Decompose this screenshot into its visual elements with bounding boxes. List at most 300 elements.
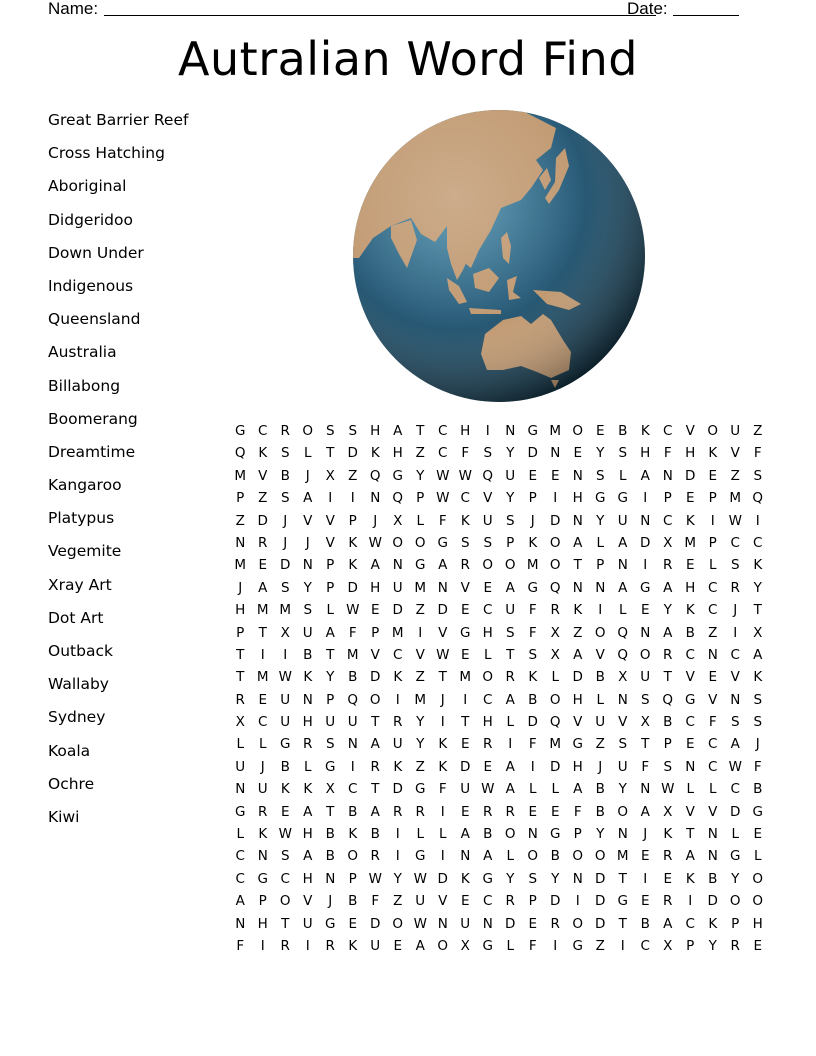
puzzle-letter: F bbox=[753, 445, 762, 462]
puzzle-letter: K bbox=[708, 445, 718, 462]
puzzle-letter: W bbox=[436, 490, 450, 507]
puzzle-letter: F bbox=[438, 512, 447, 529]
puzzle-letter: X bbox=[325, 781, 335, 798]
puzzle-letter: G bbox=[730, 848, 741, 865]
puzzle-letter: T bbox=[326, 803, 335, 820]
puzzle-letter: U bbox=[370, 937, 381, 954]
puzzle-letter: X bbox=[550, 624, 560, 641]
puzzle-letter: N bbox=[572, 579, 583, 596]
puzzle-letter: D bbox=[370, 915, 381, 932]
puzzle-letter: L bbox=[416, 512, 425, 529]
puzzle-letter: Q bbox=[752, 490, 764, 507]
puzzle-letter: S bbox=[753, 714, 763, 731]
puzzle-letter: U bbox=[595, 714, 606, 731]
puzzle-letter: W bbox=[458, 467, 472, 484]
puzzle-letter: C bbox=[730, 781, 740, 798]
puzzle-letter: E bbox=[460, 893, 470, 910]
puzzle-letter: A bbox=[618, 579, 628, 596]
puzzle-letter: C bbox=[663, 512, 673, 529]
puzzle-letter: P bbox=[663, 736, 672, 753]
puzzle-letter: Q bbox=[392, 490, 404, 507]
puzzle-letter: E bbox=[528, 467, 538, 484]
puzzle-letter: A bbox=[505, 579, 515, 596]
puzzle-letter: X bbox=[618, 669, 628, 686]
puzzle-letter: I bbox=[395, 848, 400, 865]
puzzle-letter: C bbox=[685, 646, 695, 663]
puzzle-letter: W bbox=[481, 781, 495, 798]
puzzle-letter: S bbox=[640, 691, 650, 708]
puzzle-letter: D bbox=[595, 870, 606, 887]
puzzle-letter: G bbox=[235, 803, 246, 820]
puzzle-letter: K bbox=[685, 512, 695, 529]
puzzle-letter: B bbox=[370, 826, 380, 843]
puzzle-letter: V bbox=[708, 803, 718, 820]
puzzle-letter: G bbox=[415, 848, 426, 865]
puzzle-letter: W bbox=[278, 669, 292, 686]
puzzle-letter: K bbox=[528, 669, 538, 686]
puzzle-letter: O bbox=[617, 803, 629, 820]
puzzle-letter: B bbox=[325, 826, 335, 843]
puzzle-letter: E bbox=[708, 467, 718, 484]
puzzle-letter: C bbox=[640, 937, 650, 954]
puzzle-letter: R bbox=[370, 758, 380, 775]
puzzle-letter: I bbox=[598, 602, 603, 619]
puzzle-letter: A bbox=[235, 893, 245, 910]
puzzle-letter: G bbox=[617, 893, 628, 910]
puzzle-letter: X bbox=[325, 467, 335, 484]
word-list-item: Sydney bbox=[48, 708, 106, 727]
puzzle-letter: Y bbox=[731, 870, 740, 887]
puzzle-letter: V bbox=[438, 893, 448, 910]
puzzle-letter: I bbox=[350, 758, 355, 775]
puzzle-letter: D bbox=[707, 893, 718, 910]
puzzle-letter: J bbox=[440, 691, 445, 708]
puzzle-letter: H bbox=[370, 579, 381, 596]
puzzle-letter: R bbox=[663, 848, 673, 865]
puzzle-letter: O bbox=[482, 557, 494, 574]
puzzle-letter: H bbox=[302, 714, 313, 731]
puzzle-letter: I bbox=[418, 624, 423, 641]
puzzle-letter: S bbox=[618, 445, 628, 462]
puzzle-letter: I bbox=[328, 490, 333, 507]
puzzle-letter: Y bbox=[596, 512, 605, 529]
puzzle-letter: S bbox=[348, 423, 358, 439]
puzzle-letter: E bbox=[753, 826, 763, 843]
puzzle-letter: V bbox=[730, 669, 740, 686]
puzzle-letter: K bbox=[280, 781, 290, 798]
word-list-item: Didgeridoo bbox=[48, 210, 133, 229]
puzzle-letter: F bbox=[663, 445, 672, 462]
puzzle-letter: D bbox=[527, 445, 538, 462]
puzzle-letter: O bbox=[437, 937, 449, 954]
puzzle-letter: C bbox=[483, 602, 493, 619]
puzzle-letter: S bbox=[280, 579, 290, 596]
puzzle-letter: N bbox=[617, 557, 628, 574]
puzzle-letter: V bbox=[303, 893, 313, 910]
puzzle-letter: A bbox=[303, 490, 313, 507]
puzzle-letter: K bbox=[460, 870, 470, 887]
puzzle-letter: C bbox=[235, 848, 245, 865]
puzzle-letter: A bbox=[640, 467, 650, 484]
puzzle-letter: Y bbox=[416, 467, 425, 484]
puzzle-letter: K bbox=[685, 602, 695, 619]
puzzle-letter: C bbox=[753, 534, 763, 551]
puzzle-letter: N bbox=[707, 826, 718, 843]
puzzle-letter: B bbox=[348, 893, 358, 910]
puzzle-letter: I bbox=[305, 937, 310, 954]
puzzle-letter: D bbox=[550, 512, 561, 529]
puzzle-letter: C bbox=[258, 714, 268, 731]
word-list-item: Ochre bbox=[48, 774, 95, 793]
puzzle-letter: F bbox=[528, 736, 537, 753]
puzzle-letter: A bbox=[505, 781, 515, 798]
puzzle-letter: N bbox=[302, 691, 313, 708]
puzzle-letter: J bbox=[530, 512, 535, 529]
puzzle-letter: E bbox=[483, 579, 493, 596]
puzzle-letter: S bbox=[303, 602, 313, 619]
puzzle-letter: Y bbox=[708, 937, 717, 954]
puzzle-letter: H bbox=[482, 624, 493, 641]
puzzle-letter: U bbox=[302, 624, 313, 641]
puzzle-letter: G bbox=[482, 937, 493, 954]
puzzle-letter: B bbox=[483, 826, 493, 843]
puzzle-letter: G bbox=[617, 490, 628, 507]
puzzle-letter: P bbox=[371, 624, 380, 641]
puzzle-letter: K bbox=[663, 826, 673, 843]
puzzle-letter: A bbox=[438, 557, 448, 574]
puzzle-letter: R bbox=[505, 669, 515, 686]
puzzle-letter: G bbox=[595, 490, 606, 507]
puzzle-letter: I bbox=[733, 624, 738, 641]
puzzle-letter: N bbox=[707, 848, 718, 865]
puzzle-letter: J bbox=[755, 736, 760, 753]
puzzle-letter: O bbox=[549, 557, 561, 574]
puzzle-letter: I bbox=[620, 937, 625, 954]
new-zealand-landmass bbox=[613, 348, 623, 374]
puzzle-letter: F bbox=[438, 781, 447, 798]
puzzle-letter: Q bbox=[482, 467, 494, 484]
puzzle-letter: N bbox=[505, 423, 516, 439]
puzzle-letter: T bbox=[281, 915, 290, 932]
puzzle-letter: H bbox=[482, 714, 493, 731]
puzzle-letter: F bbox=[573, 803, 582, 820]
puzzle-letter: S bbox=[483, 534, 493, 551]
puzzle-letter: E bbox=[460, 803, 470, 820]
puzzle-letter: A bbox=[370, 803, 380, 820]
puzzle-letter: A bbox=[730, 736, 740, 753]
puzzle-letter: Z bbox=[595, 736, 605, 753]
puzzle-letter: G bbox=[527, 579, 538, 596]
puzzle-letter: L bbox=[618, 602, 627, 619]
word-list-item: Kiwi bbox=[48, 807, 80, 826]
puzzle-letter: Z bbox=[415, 445, 425, 462]
puzzle-letter: O bbox=[504, 557, 516, 574]
puzzle-letter: H bbox=[257, 915, 268, 932]
puzzle-letter: H bbox=[460, 423, 471, 439]
puzzle-letter: Q bbox=[234, 445, 246, 462]
word-list bbox=[48, 109, 188, 839]
puzzle-letter: M bbox=[549, 736, 562, 753]
puzzle-letter: X bbox=[663, 534, 673, 551]
word-list-item: Platypus bbox=[48, 509, 115, 528]
puzzle-letter: R bbox=[303, 736, 313, 753]
puzzle-letter: A bbox=[505, 758, 515, 775]
puzzle-letter: N bbox=[392, 557, 403, 574]
puzzle-letter: I bbox=[688, 893, 693, 910]
puzzle-letter: X bbox=[663, 937, 673, 954]
puzzle-letter: Q bbox=[347, 691, 359, 708]
puzzle-letter: M bbox=[279, 602, 292, 619]
puzzle-letter: L bbox=[438, 826, 447, 843]
word-list-item: Billabong bbox=[48, 376, 121, 395]
puzzle-letter: K bbox=[708, 915, 718, 932]
puzzle-letter: E bbox=[640, 602, 650, 619]
puzzle-letter: C bbox=[348, 781, 358, 798]
puzzle-letter: J bbox=[238, 579, 243, 596]
puzzle-letter: J bbox=[733, 602, 738, 619]
puzzle-letter: C bbox=[483, 893, 493, 910]
puzzle-letter: U bbox=[505, 602, 516, 619]
puzzle-letter: Q bbox=[617, 624, 629, 641]
puzzle-letter: Z bbox=[415, 758, 425, 775]
puzzle-letter: I bbox=[395, 826, 400, 843]
puzzle-letter: K bbox=[348, 557, 358, 574]
puzzle-letter: O bbox=[594, 848, 606, 865]
puzzle-letter: P bbox=[731, 915, 740, 932]
puzzle-letter: P bbox=[348, 512, 357, 529]
puzzle-letter: G bbox=[572, 937, 583, 954]
puzzle-letter: T bbox=[618, 870, 627, 887]
puzzle-letter: K bbox=[528, 534, 538, 551]
puzzle-letter: P bbox=[236, 490, 245, 507]
date-label: Date: bbox=[627, 0, 668, 18]
puzzle-letter: I bbox=[260, 937, 265, 954]
puzzle-letter: A bbox=[505, 691, 515, 708]
puzzle-letter: Z bbox=[595, 937, 605, 954]
puzzle-letter: X bbox=[753, 624, 763, 641]
puzzle-letter: B bbox=[618, 423, 628, 439]
puzzle-letter: U bbox=[280, 691, 291, 708]
puzzle-letter: I bbox=[350, 490, 355, 507]
puzzle-letter: S bbox=[528, 646, 538, 663]
puzzle-letter: U bbox=[392, 736, 403, 753]
puzzle-letter: H bbox=[302, 826, 313, 843]
puzzle-letter: C bbox=[393, 646, 403, 663]
puzzle-letter: F bbox=[348, 624, 357, 641]
word-list-item: Vegemite bbox=[48, 542, 122, 561]
puzzle-letter: Y bbox=[663, 602, 672, 619]
puzzle-letter: L bbox=[236, 826, 245, 843]
puzzle-letter: S bbox=[753, 467, 763, 484]
puzzle-letter: O bbox=[594, 624, 606, 641]
puzzle-letter: J bbox=[305, 534, 310, 551]
puzzle-letter: N bbox=[685, 758, 696, 775]
globe-shading bbox=[353, 110, 645, 402]
puzzle-letter: Y bbox=[506, 870, 515, 887]
word-list-item: Australia bbox=[48, 343, 117, 362]
puzzle-letter: H bbox=[572, 758, 583, 775]
puzzle-letter: E bbox=[370, 602, 380, 619]
puzzle-letter: N bbox=[617, 691, 628, 708]
puzzle-letter: A bbox=[393, 423, 403, 439]
puzzle-letter: I bbox=[530, 758, 535, 775]
puzzle-letter: D bbox=[505, 915, 516, 932]
puzzle-letter: O bbox=[549, 534, 561, 551]
puzzle-letter: I bbox=[553, 490, 558, 507]
puzzle-letter: C bbox=[235, 870, 245, 887]
puzzle-letter: X bbox=[640, 714, 650, 731]
puzzle-letter: C bbox=[708, 579, 718, 596]
puzzle-letter: O bbox=[302, 423, 314, 439]
puzzle-letter: R bbox=[550, 915, 560, 932]
puzzle-letter: F bbox=[236, 937, 245, 954]
puzzle-letter: R bbox=[280, 423, 290, 439]
puzzle-letter: Y bbox=[551, 870, 560, 887]
puzzle-letter: V bbox=[730, 445, 740, 462]
puzzle-letter: A bbox=[483, 848, 493, 865]
puzzle-letter: C bbox=[685, 714, 695, 731]
puzzle-letter: G bbox=[257, 870, 268, 887]
puzzle-letter: E bbox=[258, 691, 268, 708]
puzzle-letter: K bbox=[685, 870, 695, 887]
puzzle-letter: C bbox=[438, 423, 448, 439]
puzzle-letter: B bbox=[708, 870, 718, 887]
puzzle-letter: D bbox=[280, 557, 291, 574]
puzzle-letter: W bbox=[278, 826, 292, 843]
puzzle-letter: U bbox=[392, 579, 403, 596]
puzzle-letter: K bbox=[438, 736, 448, 753]
name-field[interactable] bbox=[104, 15, 656, 16]
puzzle-letter: D bbox=[437, 602, 448, 619]
puzzle-letter: Y bbox=[393, 870, 402, 887]
puzzle-letter: R bbox=[483, 803, 493, 820]
puzzle-letter: W bbox=[368, 534, 382, 551]
puzzle-letter: T bbox=[236, 669, 245, 686]
puzzle-letter: T bbox=[371, 781, 380, 798]
puzzle-letter: S bbox=[325, 736, 335, 753]
puzzle-letter: L bbox=[708, 557, 717, 574]
puzzle-letter: T bbox=[573, 557, 582, 574]
puzzle-letter: M bbox=[414, 691, 427, 708]
puzzle-letter: R bbox=[258, 534, 268, 551]
puzzle-letter: Q bbox=[617, 646, 629, 663]
puzzle-letter: J bbox=[643, 826, 648, 843]
puzzle-letter: D bbox=[595, 893, 606, 910]
puzzle-letter: E bbox=[528, 915, 538, 932]
puzzle-letter: C bbox=[663, 423, 673, 439]
puzzle-letter: M bbox=[729, 490, 742, 507]
puzzle-letter: Z bbox=[415, 602, 425, 619]
puzzle-letter: N bbox=[707, 646, 718, 663]
puzzle-letter: L bbox=[326, 602, 335, 619]
puzzle-letter: E bbox=[550, 467, 560, 484]
puzzle-letter: V bbox=[618, 714, 628, 731]
puzzle-letter: J bbox=[305, 467, 310, 484]
word-list-item: Dot Art bbox=[48, 608, 104, 627]
page-title: Autralian Word Find bbox=[178, 32, 638, 86]
puzzle-letter: R bbox=[505, 803, 515, 820]
puzzle-letter: P bbox=[686, 937, 695, 954]
puzzle-letter: A bbox=[258, 579, 268, 596]
puzzle-letter: I bbox=[553, 937, 558, 954]
puzzle-letter: I bbox=[463, 691, 468, 708]
puzzle-letter: K bbox=[348, 937, 358, 954]
puzzle-letter: K bbox=[370, 445, 380, 462]
puzzle-letter: K bbox=[348, 826, 358, 843]
puzzle-letter: B bbox=[528, 691, 538, 708]
puzzle-letter: M bbox=[414, 579, 427, 596]
puzzle-letter: U bbox=[617, 512, 628, 529]
puzzle-letter: H bbox=[572, 691, 583, 708]
date-field[interactable] bbox=[673, 15, 739, 16]
puzzle-letter: E bbox=[640, 848, 650, 865]
puzzle-letter: U bbox=[415, 893, 426, 910]
puzzle-letter: E bbox=[573, 445, 583, 462]
puzzle-letter: U bbox=[235, 758, 246, 775]
puzzle-letter: E bbox=[258, 557, 268, 574]
puzzle-letter: S bbox=[280, 490, 290, 507]
puzzle-letter: M bbox=[684, 534, 697, 551]
puzzle-letter: D bbox=[347, 579, 358, 596]
puzzle-letter: L bbox=[551, 669, 560, 686]
word-list-item: Koala bbox=[48, 741, 91, 760]
word-list-item: Xray Art bbox=[48, 575, 112, 594]
puzzle-letter: A bbox=[415, 937, 425, 954]
puzzle-letter: B bbox=[325, 848, 335, 865]
puzzle-letter: B bbox=[595, 669, 605, 686]
puzzle-letter: Z bbox=[753, 423, 763, 439]
puzzle-letter: V bbox=[483, 490, 493, 507]
puzzle-letter: R bbox=[663, 893, 673, 910]
puzzle-letter: P bbox=[708, 534, 717, 551]
globe-image bbox=[351, 108, 647, 404]
puzzle-letter: B bbox=[348, 803, 358, 820]
puzzle-letter: G bbox=[415, 781, 426, 798]
puzzle-letter: C bbox=[483, 691, 493, 708]
puzzle-letter: R bbox=[505, 893, 515, 910]
puzzle-letter: N bbox=[640, 512, 651, 529]
puzzle-letter: S bbox=[730, 714, 740, 731]
puzzle-letter: X bbox=[235, 714, 245, 731]
puzzle-letter: B bbox=[280, 758, 290, 775]
puzzle-letter: O bbox=[482, 669, 494, 686]
puzzle-letter: F bbox=[708, 714, 717, 731]
puzzle-letter: D bbox=[595, 915, 606, 932]
puzzle-letter: J bbox=[598, 758, 603, 775]
puzzle-letter: V bbox=[258, 467, 268, 484]
puzzle-letter: E bbox=[685, 557, 695, 574]
puzzle-letter: E bbox=[393, 937, 403, 954]
puzzle-letter: I bbox=[395, 691, 400, 708]
puzzle-letter: I bbox=[485, 423, 490, 439]
puzzle-letter: B bbox=[550, 848, 560, 865]
puzzle-letter: R bbox=[280, 937, 290, 954]
new-zealand-landmass bbox=[601, 372, 613, 390]
puzzle-letter: L bbox=[506, 714, 515, 731]
puzzle-letter: I bbox=[260, 646, 265, 663]
puzzle-letter: N bbox=[302, 557, 313, 574]
puzzle-letter: D bbox=[550, 893, 561, 910]
puzzle-letter: R bbox=[393, 803, 403, 820]
puzzle-letter: V bbox=[303, 512, 313, 529]
puzzle-letter: O bbox=[392, 915, 404, 932]
puzzle-letter: O bbox=[572, 848, 584, 865]
puzzle-letter: G bbox=[460, 624, 471, 641]
puzzle-letter: I bbox=[643, 490, 648, 507]
puzzle-letter: N bbox=[640, 624, 651, 641]
puzzle-letter: G bbox=[550, 826, 561, 843]
puzzle-letter: Y bbox=[416, 714, 425, 731]
